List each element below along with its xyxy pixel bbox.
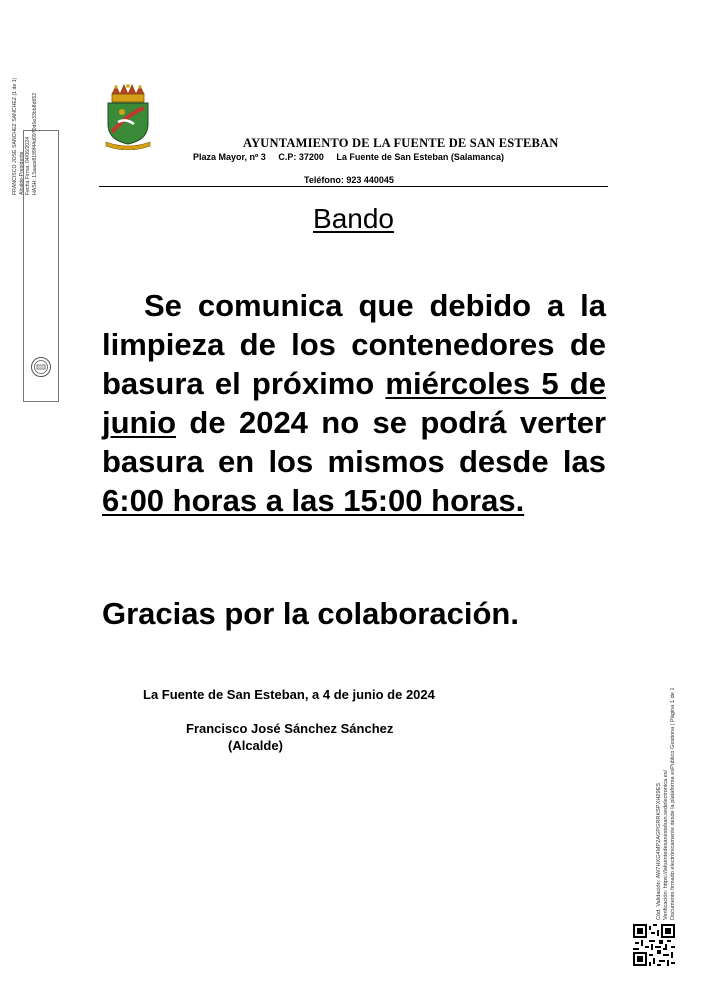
announcement-date-highlight: miércoles 5 de junio [102,366,606,440]
signature-date: Fecha Firma: 04/06/2024 [25,137,32,195]
place-and-date: La Fuente de San Esteban, a 4 de junio de 2024 [143,687,435,702]
header-divider [99,186,608,187]
signer-name: Francisco José Sánchez Sánchez [186,721,394,736]
thanks-line: Gracias por la colaboración. [102,596,519,631]
verification-code: Cód. Validación: AW7HXG4MP2AGPGRRKSPXH29ES [656,782,662,920]
electronic-signature-seal-icon [30,356,52,378]
signer-role: (Alcalde) [228,738,283,753]
document-title-text: Bando [313,203,394,234]
document-title [0,203,707,235]
organization-address [193,152,603,162]
organization-name: AYUNTAMIENTO DE LA FUENTE DE SAN ESTEBAN [243,136,559,150]
address-street: Plaza Mayor, nº 3 [193,152,266,162]
municipal-coat-of-arms-icon [100,84,156,150]
announcement-text-part1: Se comunica que debido a la limpieza de los contenedores de basura el próximo [102,288,606,401]
organization-phone: Teléfono: 923 440045 [304,175,394,185]
address-city: La Fuente de San Esteban (Salamanca) [336,152,504,162]
announcement-body [102,286,606,520]
announcement-hours-highlight: 6:00 horas a las 15:00 horas. [102,483,525,518]
signature-position: Alcalde-Presidente [18,151,25,195]
announcement-text-part2: de 2024 no se podrá verter basura en los mismos desde las [102,405,607,479]
verification-platform-note: Documento firmado electrónicamente desde la plataforma esPublico Gestiona | Página 1 de 1 [670,687,676,920]
signature-signer: FRANCISCO JOSÉ SANCHEZ SANCHEZ (1 de 1) [12,77,18,195]
qr-code-icon [633,924,675,966]
verification-url[interactable]: Verificación: https://lafuentedesanesteban.sedelectronica.es/ [663,769,669,920]
signature-hash: HASH: 13aace8199f44d0970d6e33bb8d652 [31,92,38,195]
address-postal-code: C.P: 37200 [278,152,324,162]
